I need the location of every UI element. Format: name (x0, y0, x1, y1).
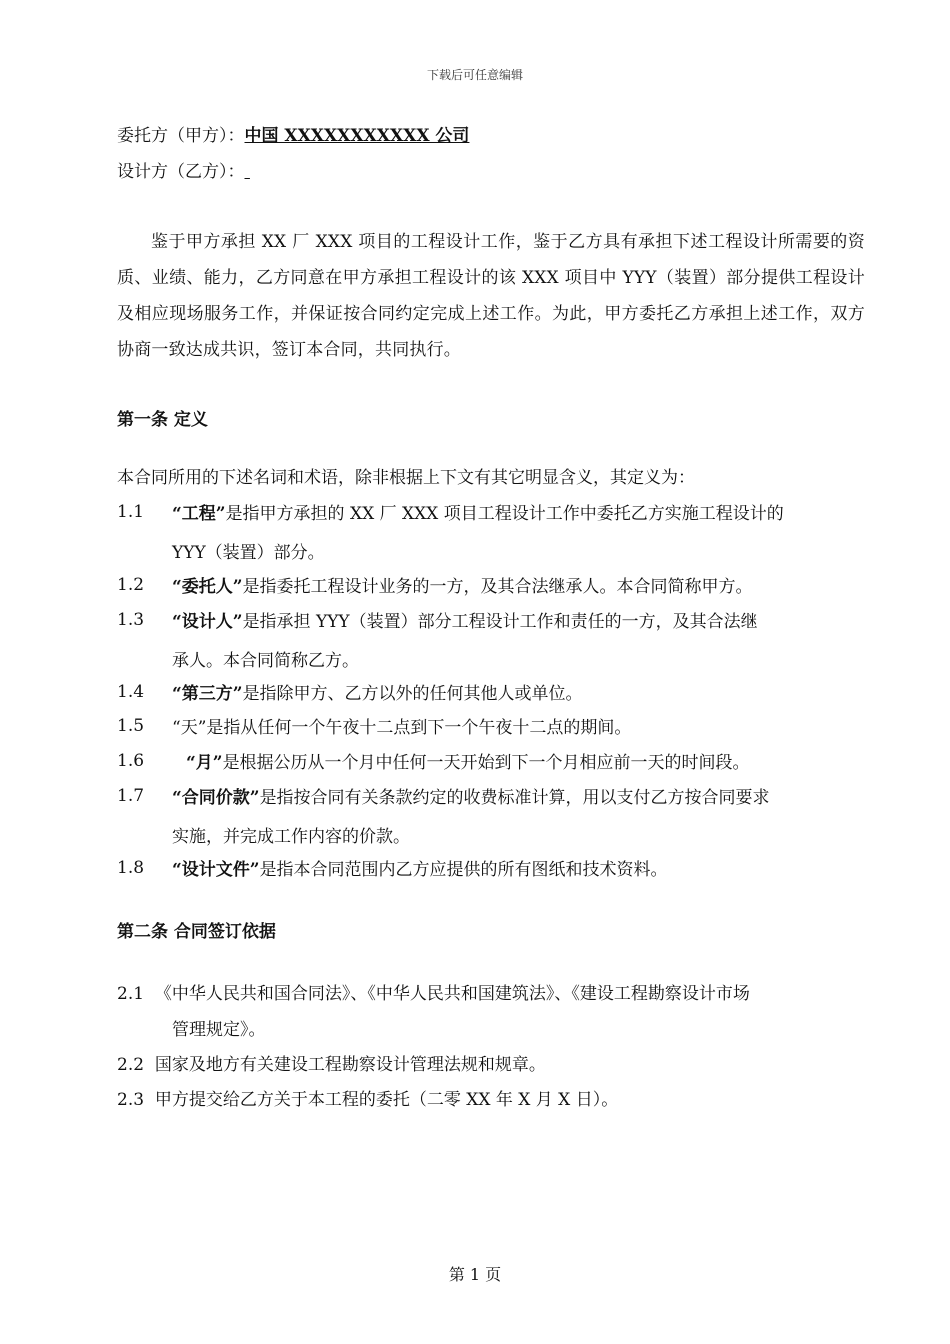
basis-text: 《中华人民共和国合同法》、《中华人民共和国建筑法》、《建设工程勘察设计市场 (154, 984, 750, 1004)
definition-term: “合同价款” (172, 788, 260, 808)
definition-term: “月” (186, 753, 223, 773)
definition-text: 是指承担 YYY（装置）部分工程设计工作和责任的一方，及其合法继 (242, 612, 758, 632)
definition-continuation: 承人。本合同简称乙方。 (172, 651, 359, 671)
definition-item (172, 780, 864, 816)
client-line (117, 124, 469, 148)
item-number: 1.1 (117, 502, 145, 522)
definition-item (172, 569, 864, 605)
section1-lead: 本合同所用的下述名词和术语，除非根据上下文有其它明显含义，其定义为： (117, 468, 695, 488)
definition-term: “工程” (172, 504, 226, 524)
intro-paragraph: 鉴于甲方承担 XX 厂 XXX 项目的工程设计工作，鉴于乙方具有承担下述工程设计所需要的资质、业绩、能力，乙方同意在甲方承担工程设计的该 XXX 项目中 YYY（装置）部分提供工程设计及相应现场服务工作，并保证按合同约定完成上述工作。为此，甲方委托乙方承担上述工作，双方协商一致达成共识，签订本合同，共同执行。 (117, 232, 865, 360)
definition-continuation: YYY（装置）部分。 (172, 543, 325, 563)
item-number: 1.3 (117, 610, 145, 630)
page-header: 下载后可任意编辑 (426, 68, 523, 82)
definition-text: “天”是指从任何一个午夜十二点到下一个午夜十二点的期间。 (172, 718, 632, 738)
client-label: 委托方（甲方）： (117, 126, 245, 146)
definition-text: 是指除甲方、乙方以外的任何其他人或单位。 (242, 684, 583, 704)
definition-text: 是根据公历从一个月中任何一天开始到下一个月相应前一天的时间段。 (222, 753, 750, 773)
item-number: 2.1 (117, 984, 145, 1004)
definition-text: 是指按合同有关条款约定的收费标准计算，用以支付乙方按合同要求 (259, 788, 770, 808)
definition-item (172, 496, 864, 532)
basis-item (117, 1050, 546, 1075)
page-footer: 第 1 页 (448, 1265, 502, 1284)
item-number: 1.5 (117, 716, 145, 736)
designer-label: 设计方（乙方）： (117, 162, 245, 182)
definition-item (172, 604, 864, 640)
item-number: 1.7 (117, 786, 145, 806)
definition-term: “委托人” (172, 577, 243, 597)
item-number: 1.4 (117, 682, 145, 702)
item-number: 2.2 (117, 1055, 145, 1075)
item-number: 1.6 (117, 751, 145, 771)
item-number: 1.2 (117, 575, 145, 595)
designer-line (117, 160, 250, 184)
definition-item (172, 710, 864, 746)
definition-text: 是指本合同范围内乙方应提供的所有图纸和技术资料。 (259, 860, 668, 880)
client-value: 中国 XXXXXXXXXXX 公司 (244, 126, 470, 146)
definition-text: 是指委托工程设计业务的一方，及其合法继承人。本合同简称甲方。 (242, 577, 753, 597)
basis-item (117, 979, 750, 1004)
definition-term: “设计文件” (172, 860, 260, 880)
section2-title: 第二条 合同签订依据 (117, 922, 276, 942)
definition-item (172, 852, 864, 888)
item-number: 1.8 (117, 858, 145, 878)
definition-text: 是指甲方承担的 XX 厂 XXX 项目工程设计工作中委托乙方实施工程设计的 (225, 504, 784, 524)
definition-term: “设计人” (172, 612, 243, 632)
definition-item (172, 676, 864, 712)
definition-item (186, 745, 878, 781)
basis-item (117, 1085, 618, 1110)
basis-continuation: 管理规定》。 (172, 1020, 266, 1040)
item-number: 2.3 (117, 1090, 145, 1110)
basis-text: 甲方提交给乙方关于本工程的委托（二零 XX 年 X 月 X 日）。 (154, 1090, 619, 1110)
basis-text: 国家及地方有关建设工程勘察设计管理法规和规章。 (154, 1055, 546, 1075)
definition-continuation: 实施，并完成工作内容的价款。 (172, 827, 410, 847)
section1-title: 第一条 定义 (117, 410, 208, 430)
definition-term: “第三方” (172, 684, 243, 704)
